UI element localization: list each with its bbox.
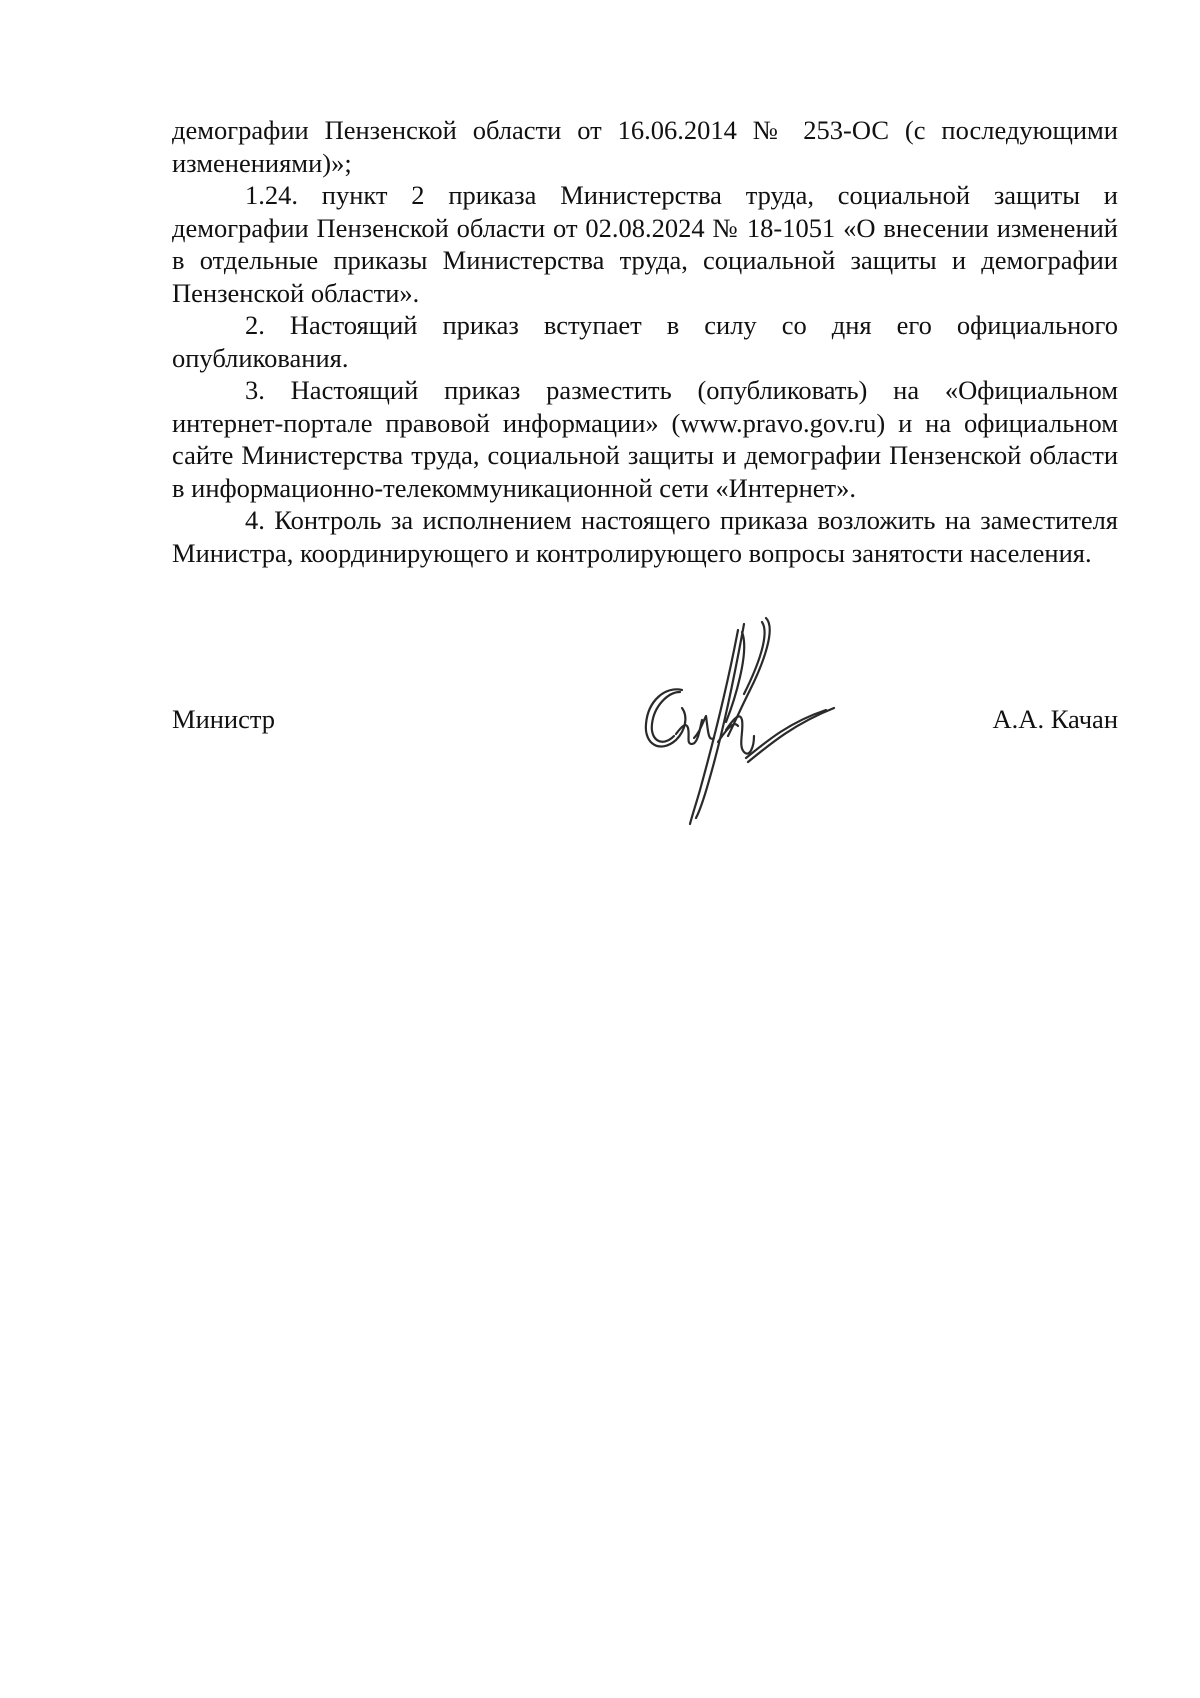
signatory-position: Министр	[172, 704, 276, 734]
paragraph-1-24: 1.24. пункт 2 приказа Министерства труда, социальной защиты и демографии Пензенской области от 02.08.2024 № 18-1051 «О внесении изменений в отдельные приказы Министерства труда, социальной защиты и демографии Пензенской области».	[172, 180, 1118, 308]
paragraph-3: 3. Настоящий приказ разместить (опубликовать) на «Официальном интернет-портале правовой информации» (www.pravo.gov.ru) и на официальном сайте Министерства труда, социальной защиты и демографии Пензенской области в информационно-телекоммуникационной сети «Интернет».	[172, 375, 1118, 503]
document-body	[172, 114, 1118, 569]
paragraph-4: 4. Контроль за исполнением настоящего приказа возложить на заместителя Министра, координирующего и контролирующего вопросы занятости населения.	[172, 505, 1118, 568]
paragraph-2: 2. Настоящий приказ вступает в силу со дня его официального опубликования.	[172, 310, 1118, 373]
handwritten-signature	[630, 612, 842, 832]
paragraph-continuation: демографии Пензенской области от 16.06.2014 № 253-ОС (с последующими изменениями)»;	[172, 115, 1118, 178]
signatory-name: А.А. Качан	[992, 704, 1118, 734]
